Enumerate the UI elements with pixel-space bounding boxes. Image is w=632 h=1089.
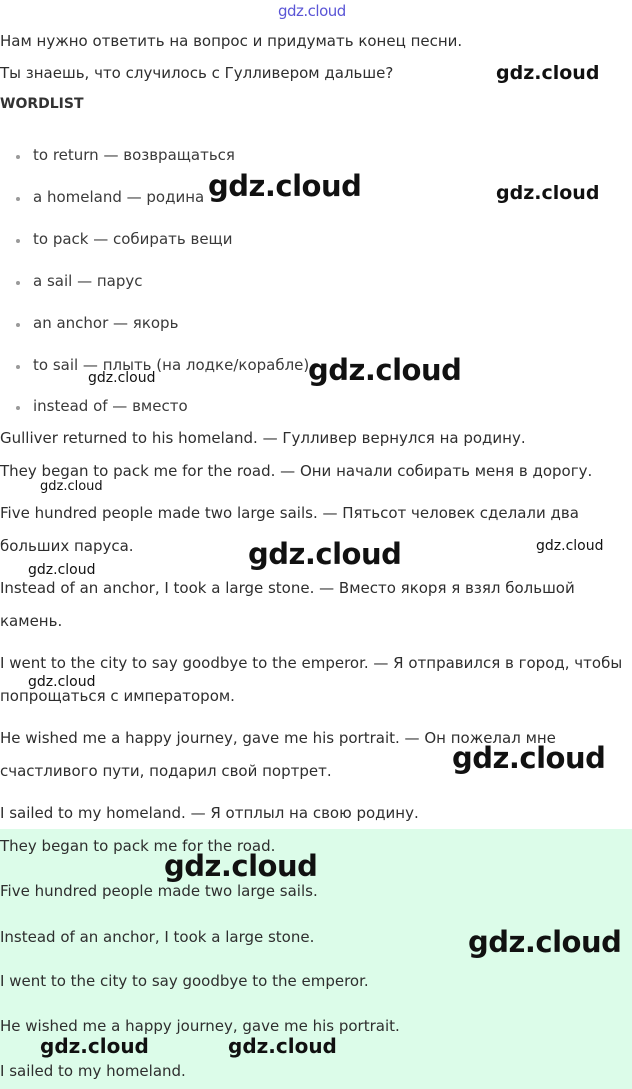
bullet-icon [16,239,20,243]
wordlist-item: a sail — парус [33,272,143,290]
bullet-icon [16,281,20,285]
answer-line: I sailed to my homeland. [0,1062,186,1080]
bullet-icon [16,155,20,159]
translation-line: Instead of an anchor, I took a large stone. — Вместо якоря я взял большой [0,579,575,597]
watermark: gdz.cloud [496,62,600,84]
watermark: gdz.cloud [468,925,622,959]
answer-line: He wished me a happy journey, gave me his portrait. [0,1017,400,1035]
wordlist-item: an anchor — якорь [33,314,179,332]
bullet-icon [16,365,20,369]
watermark: gdz.cloud [228,1034,337,1058]
watermark: gdz.cloud [208,169,362,203]
answer-line: Instead of an anchor, I took a large stone. [0,928,315,946]
watermark: gdz.cloud [164,849,318,883]
translation-line: счастливого пути, подарил свой портрет. [0,762,332,780]
watermark: gdz.cloud [28,674,96,690]
watermark: gdz.cloud [308,353,462,387]
watermark: gdz.cloud [88,370,156,386]
translation-line: Gulliver returned to his homeland. — Гулливер вернулся на родину. [0,429,526,447]
watermark: gdz.cloud [278,2,346,20]
wordlist-item: a homeland — родина [33,188,205,206]
intro-line: Нам нужно ответить на вопрос и придумать конец песни. [0,32,463,50]
watermark: gdz.cloud [536,538,604,554]
bullet-icon [16,323,20,327]
answer-line: They began to pack me for the road. [0,837,276,855]
watermark: gdz.cloud [452,741,606,775]
wordlist-title: WORDLIST [0,96,84,112]
translation-line: I went to the city to say goodbye to the emperor. — Я отправился в город, чтобы [0,654,623,672]
translation-line: Five hundred people made two large sails. — Пятьсот человек сделали два [0,504,579,522]
translation-line: I sailed to my homeland. — Я отплыл на свою родину. [0,804,419,822]
translation-line: He wished me a happy journey, gave me his portrait. — Он пожелал мне [0,729,556,747]
watermark: gdz.cloud [40,1034,149,1058]
answer-line: I went to the city to say goodbye to the emperor. [0,972,369,990]
wordlist-item: instead of — вместо [33,397,188,415]
answer-line: Five hundred people made two large sails. [0,882,318,900]
watermark: gdz.cloud [248,537,402,571]
watermark: gdz.cloud [40,479,103,494]
watermark: gdz.cloud [496,182,600,204]
wordlist-item: to sail — плыть (на лодке/корабле) [33,356,310,374]
bullet-icon [16,197,20,201]
intro-line: Ты знаешь, что случилось с Гулливером дальше? [0,64,394,82]
bullet-icon [16,406,20,410]
translation-line: камень. [0,612,63,630]
wordlist-item: to return — возвращаться [33,146,235,164]
watermark: gdz.cloud [28,562,96,578]
translation-line: больших паруса. [0,537,134,555]
translation-line: попрощаться с императором. [0,687,235,705]
wordlist-item: to pack — собирать вещи [33,230,233,248]
translation-line: They began to pack me for the road. — Они начали собирать меня в дорогу. [0,462,593,480]
